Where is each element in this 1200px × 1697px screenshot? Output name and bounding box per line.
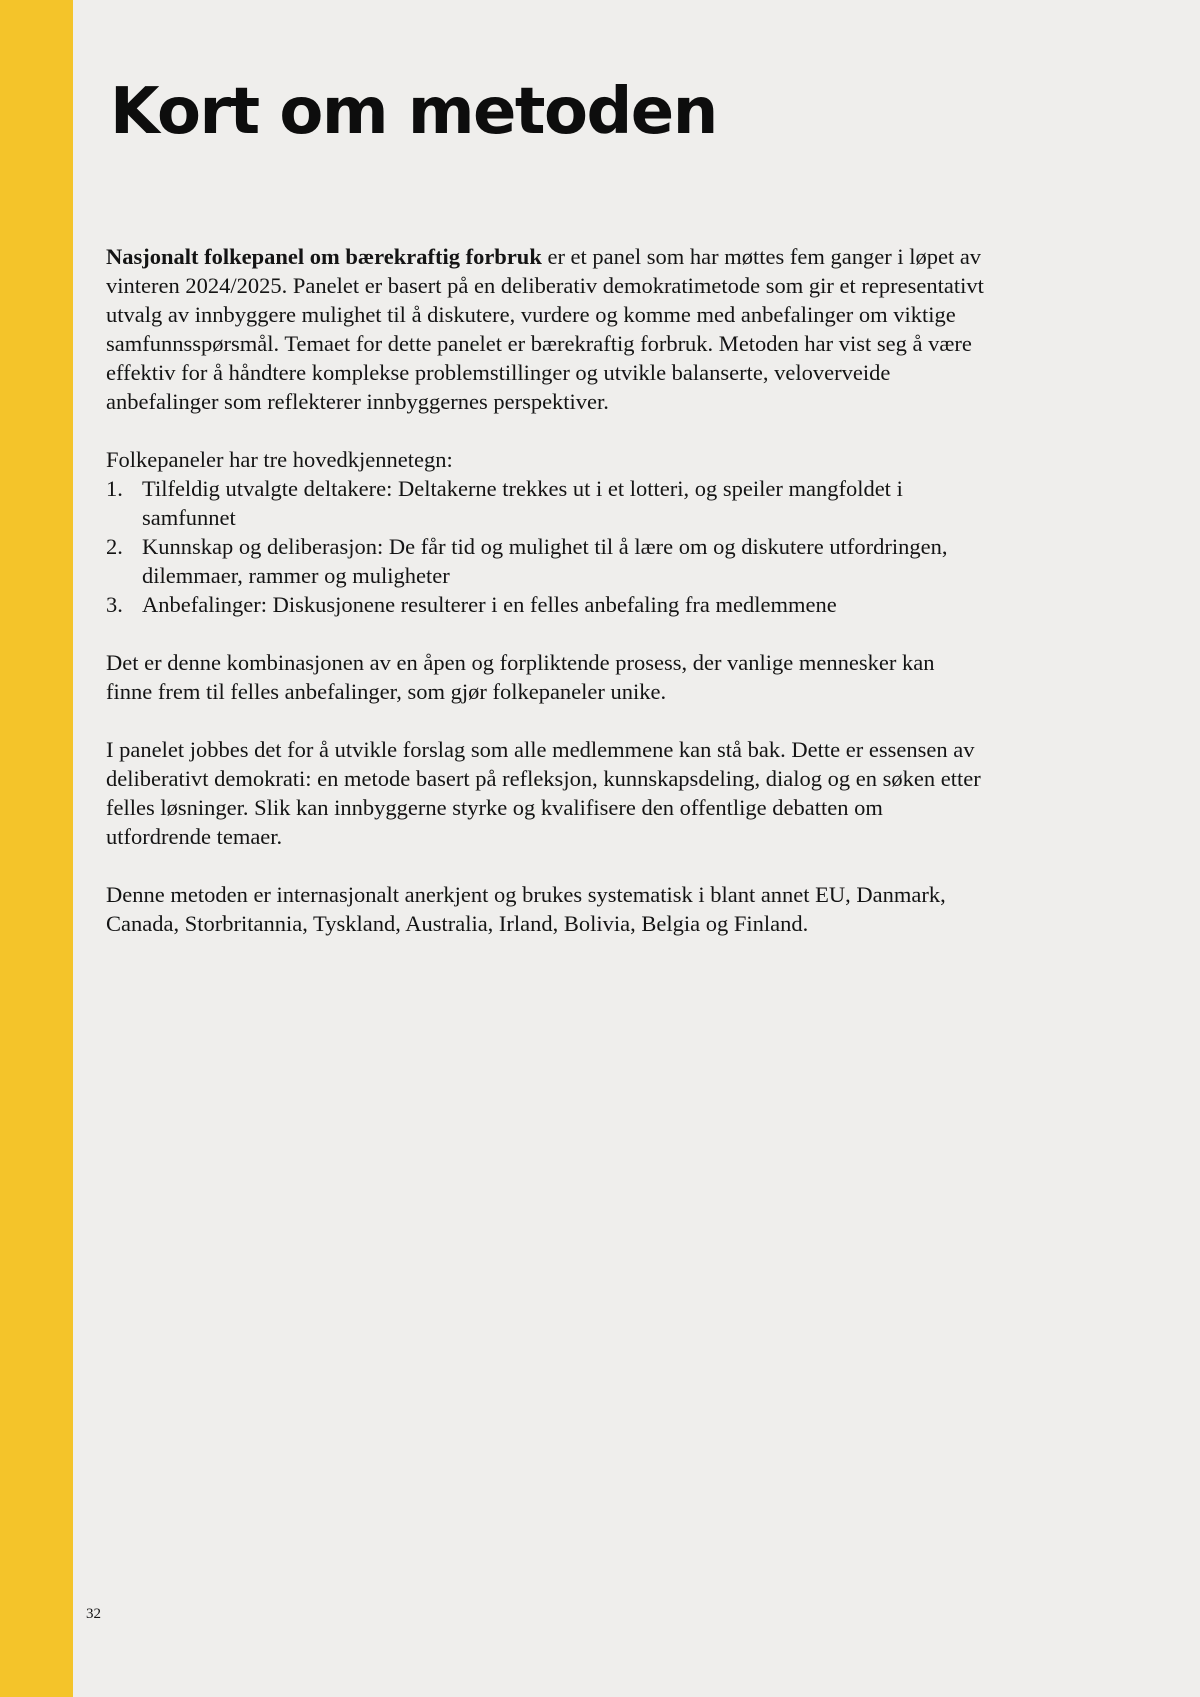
intro-text: er et panel som har møttes fem ganger i løpet av vinteren 2024/2025. Panelet er basert på en deliberativ demokratimetode som gir et representativt utvalg av innbyggere mulighet til å diskutere, vurdere og komme med anbefalinger om viktige samfunnsspørsmål. Temaet for dette panelet er bærekraftig forbruk. Metoden har vist seg å være effektiv for å håndtere komplekse problemstillinger og utvikle balanserte, veloverveide anbefalinger som reflekterer innbyggernes perspektiver.	[106, 244, 984, 414]
intro-bold-lead: Nasjonalt folkepanel om bærekraftig forbruk	[106, 244, 542, 269]
international-paragraph: Denne metoden er internasjonalt anerkjent og brukes systematisk i blant annet EU, Danmark, Canada, Storbritannia, Tyskland, Australia, Irland, Bolivia, Belgia og Finland.	[106, 882, 946, 936]
hallmarks-intro: Folkepaneler har tre hovedkjennetegn:	[106, 447, 453, 472]
list-item	[106, 590, 986, 619]
list-item-number: 1.	[106, 476, 123, 501]
list-item-text: Anbefalinger: Diskusjonene resulterer i en felles anbefaling fra medlemmene	[142, 592, 837, 617]
deliberative-paragraph: I panelet jobbes det for å utvikle forslag som alle medlemmene kan stå bak. Dette er essensen av deliberativt demokrati: en metode basert på refleksjon, kunnskapsdeling, dialog og en søken etter felles løsninger. Slik kan innbyggerne styrke og kvalifisere den offentlige debatten om utfordrende temaer.	[106, 737, 981, 849]
list-item-text: Kunnskap og deliberasjon: De får tid og mulighet til å lære om og diskutere utfordringen, dilemmaer, rammer og muligheter	[142, 534, 948, 588]
combination-paragraph: Det er denne kombinasjonen av en åpen og forpliktende prosess, der vanlige mennesker kan finne frem til felles anbefalinger, som gjør folkepaneler unike.	[106, 650, 935, 704]
intro-paragraph	[106, 242, 986, 416]
list-item-number: 2.	[106, 534, 123, 559]
list-item	[106, 532, 986, 590]
body-content	[106, 242, 986, 967]
hallmarks-list	[106, 474, 986, 619]
accent-side-bar	[0, 0, 73, 1697]
list-item-text: Tilfeldig utvalgte deltakere: Deltakerne trekkes ut i et lotteri, og speiler mangfoldet i samfunnet	[142, 476, 903, 530]
page-title: Kort om metoden	[110, 75, 717, 149]
list-item	[106, 474, 986, 532]
list-item-number: 3.	[106, 592, 123, 617]
page-number: 32	[86, 1606, 101, 1622]
